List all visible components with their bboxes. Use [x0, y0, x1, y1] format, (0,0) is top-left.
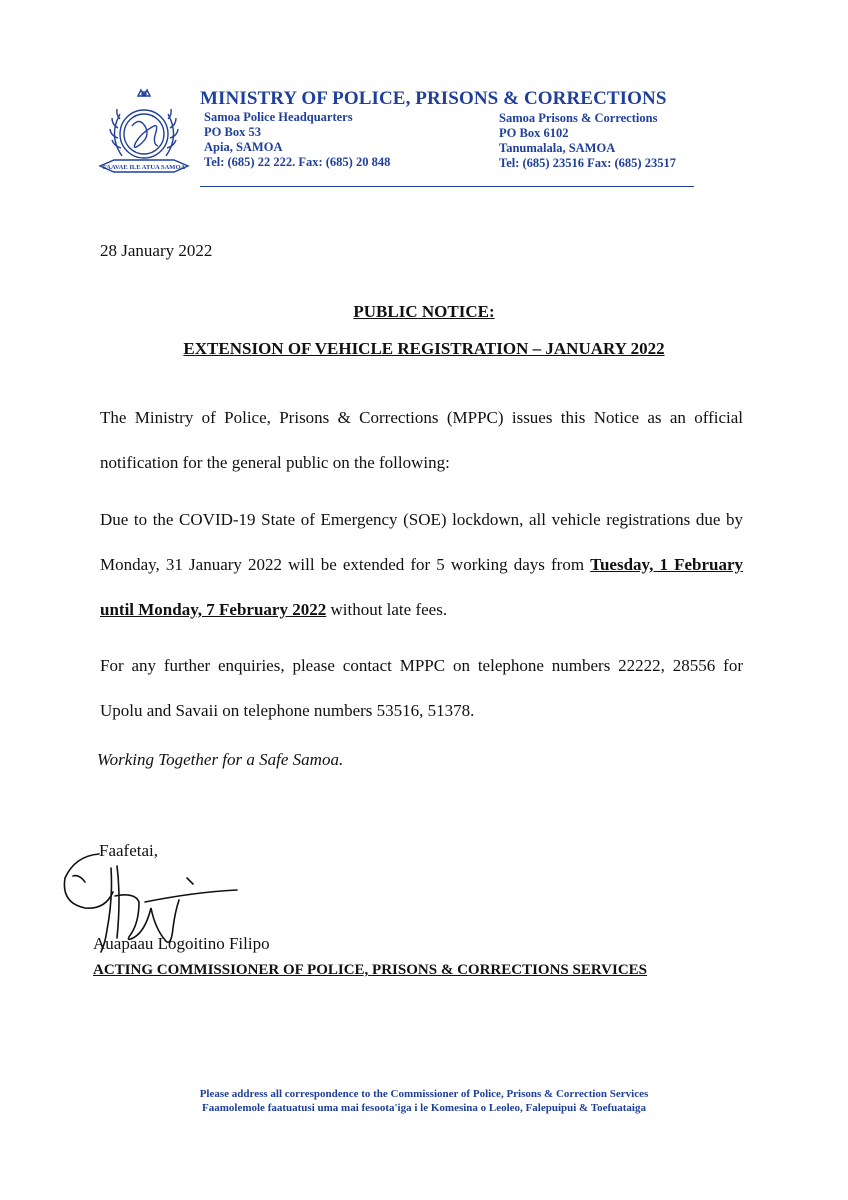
- address-line: Tel: (685) 23516 Fax: (685) 23517: [499, 156, 676, 170]
- address-line: Samoa Police Headquarters: [204, 110, 353, 124]
- address-line: PO Box 53: [204, 125, 261, 139]
- header-divider: [200, 186, 694, 187]
- footer-english: Please address all correspondence to the Commissioner of Police, Prisons & Correction Services: [199, 1088, 649, 1100]
- enquiry-paragraph: For any further enquiries, please contact MPPC on telephone numbers 22222, 28556 for Upolu and Savaii on telephone numbers 53516, 51378.: [100, 656, 743, 720]
- footer-samoan: Faamolemole faatuatusi uma mai fesoota'iga i le Komesina o Leoleo, Falepuipui & Toefuataiga: [202, 1102, 646, 1114]
- police-hq-address: [204, 110, 390, 170]
- notice-subheading: EXTENSION OF VEHICLE REGISTRATION – JANUARY 2022: [183, 339, 665, 358]
- extension-text: Due to the COVID-19 State of Emergency (SOE) lockdown, all vehicle registrations due by Monday, 31 January 2022 will be extended for 5 working days from: [100, 510, 743, 574]
- closing-salutation: Faafetai,: [99, 841, 158, 860]
- logo-motto: FAAVAE ILE ATUA SAMOA: [102, 164, 186, 171]
- address-line: PO Box 6102: [499, 126, 569, 140]
- ministry-motto: Working Together for a Safe Samoa.: [97, 750, 344, 769]
- notice-date: 28 January 2022: [100, 241, 213, 260]
- address-line: Tanumalala, SAMOA: [499, 141, 616, 155]
- notice-heading: PUBLIC NOTICE:: [353, 302, 495, 321]
- address-line: Apia, SAMOA: [204, 140, 283, 154]
- intro-paragraph: The Ministry of Police, Prisons & Corrections (MPPC) issues this Notice as an official notification for the general public on the following:: [100, 408, 743, 472]
- address-line: Samoa Prisons & Corrections: [499, 111, 658, 125]
- extension-dates: Tuesday, 1 February until Monday, 7 February 2022: [100, 555, 744, 619]
- extension-text-end: without late fees.: [326, 600, 448, 619]
- ministry-name: MINISTRY OF POLICE, PRISONS & CORRECTIONS: [200, 88, 667, 109]
- signer-name: Auapaau Logoitino Filipo: [93, 934, 270, 953]
- extension-paragraph: [100, 497, 743, 632]
- signer-title: ACTING COMMISSIONER OF POLICE, PRISONS & CORRECTIONS SERVICES: [93, 962, 648, 978]
- police-crest-logo: [94, 86, 194, 186]
- prisons-address: [499, 111, 676, 171]
- address-line: Tel: (685) 22 222. Fax: (685) 20 848: [204, 155, 391, 169]
